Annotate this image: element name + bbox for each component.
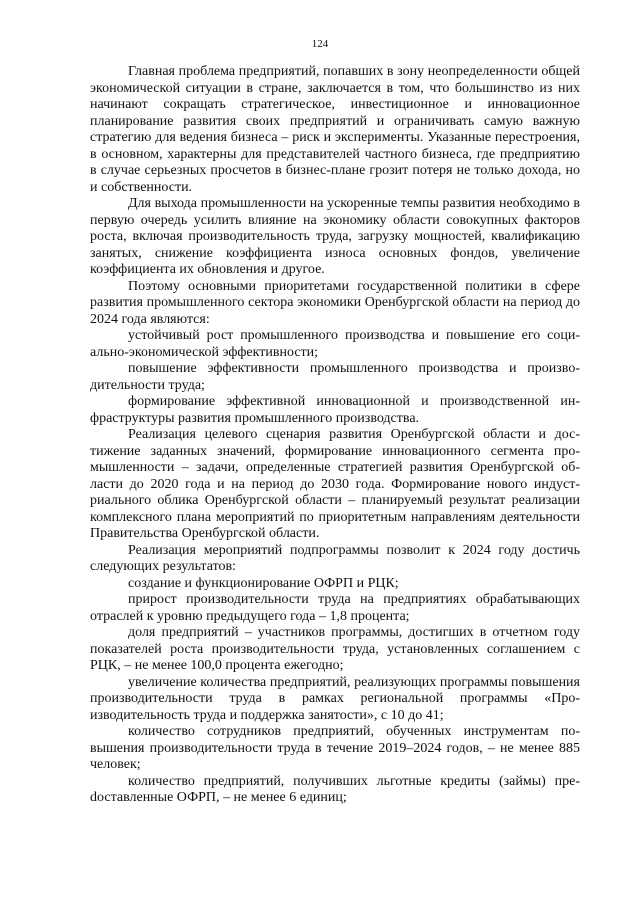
list-item: количество сотрудников предприятий, обученных инструментам повышения производительности труда в течение 2019–2024 годов, – не менее 885 человек;: [90, 724, 580, 772]
paragraph: Для выхода промышленности на ускоренные темпы развития необходимо в первую очередь усилить влияние на экономику области совокупных факторов роста, включая производительность труда, загрузку мощностей, квалификацию занятых, снижение коэффициента износа основных фондов, увеличение коэффициента их обновления и другое.: [90, 196, 580, 277]
page-number: 124: [311, 38, 329, 50]
list-item: устойчивый рост промышленного производства и повышение его социально-экономической эффективности;: [90, 328, 580, 360]
list-item: создание и функционирование ОФРП и РЦК;: [128, 575, 399, 591]
paragraph: Поэтому основными приоритетами государственной политики в сфере развития промышленного сектора экономики Оренбургской области на период до 2024 года являются:: [90, 278, 580, 327]
body-text: [90, 64, 580, 807]
list-item: формирование эффективной инновационной и производственной инфраструктуры развития промышленного производства.: [90, 394, 580, 426]
paragraph: Реализация мероприятий подпрограммы позволит к 2024 году достичь следующих результатов:: [90, 542, 580, 574]
list-item: повышение эффективности промышленного производства и производительности труда;: [90, 361, 580, 393]
list-item: прирост производительности труда на предприятиях обрабатывающих отраслей к уровню предыдущего года – 1,8 процента;: [90, 592, 580, 624]
list-item: количество предприятий, получивших льготные кредиты (займы) преdоставленные ОФРП, – не менее 6 единиц;: [90, 773, 580, 805]
list-item: увеличение количества предприятий, реализующих программы повышения производительности труда в рамках региональной программы «Производительность труда и поддержка занятости», с 10 до 41;: [90, 674, 580, 723]
list-item: доля предприятий – участников программы, достигших в отчетном году показателей роста производительности труда, установленных соглашением с РЦК, – не менее 100,0 процента ежегодно;: [90, 625, 580, 673]
paragraph: Реализация целевого сценария развития Оренбургской области и достижение заданных значений, формирование инновационного сегмента промышленности – задачи, определенные стратегией развития Оренбургской области до 2020 года и на период до 2030 года. Формирование нового индустриального облика Оренбургской области – планируемый результат реализации комплексного плана мероприятий по приоритетным направлениям деятельности Правительства Оренбургской области.: [90, 427, 580, 541]
paragraph: Главная проблема предприятий, попавших в зону неопределенности общей экономической ситуации в стране, заключается в том, что большинство из них начинают сокращать стратегическое, инвестиционное и инновационное планирование развития своих предприятий и ограничивать самую важную стратегию для ведения бизнеса – риск и эксперименты. Указанные перестроения, в основном, характерны для представителей частного бизнеса, где предприятию в случае серьезных просчетов в бизнес-плане грозит потеря не только дохода, но и собственности.: [90, 64, 580, 195]
